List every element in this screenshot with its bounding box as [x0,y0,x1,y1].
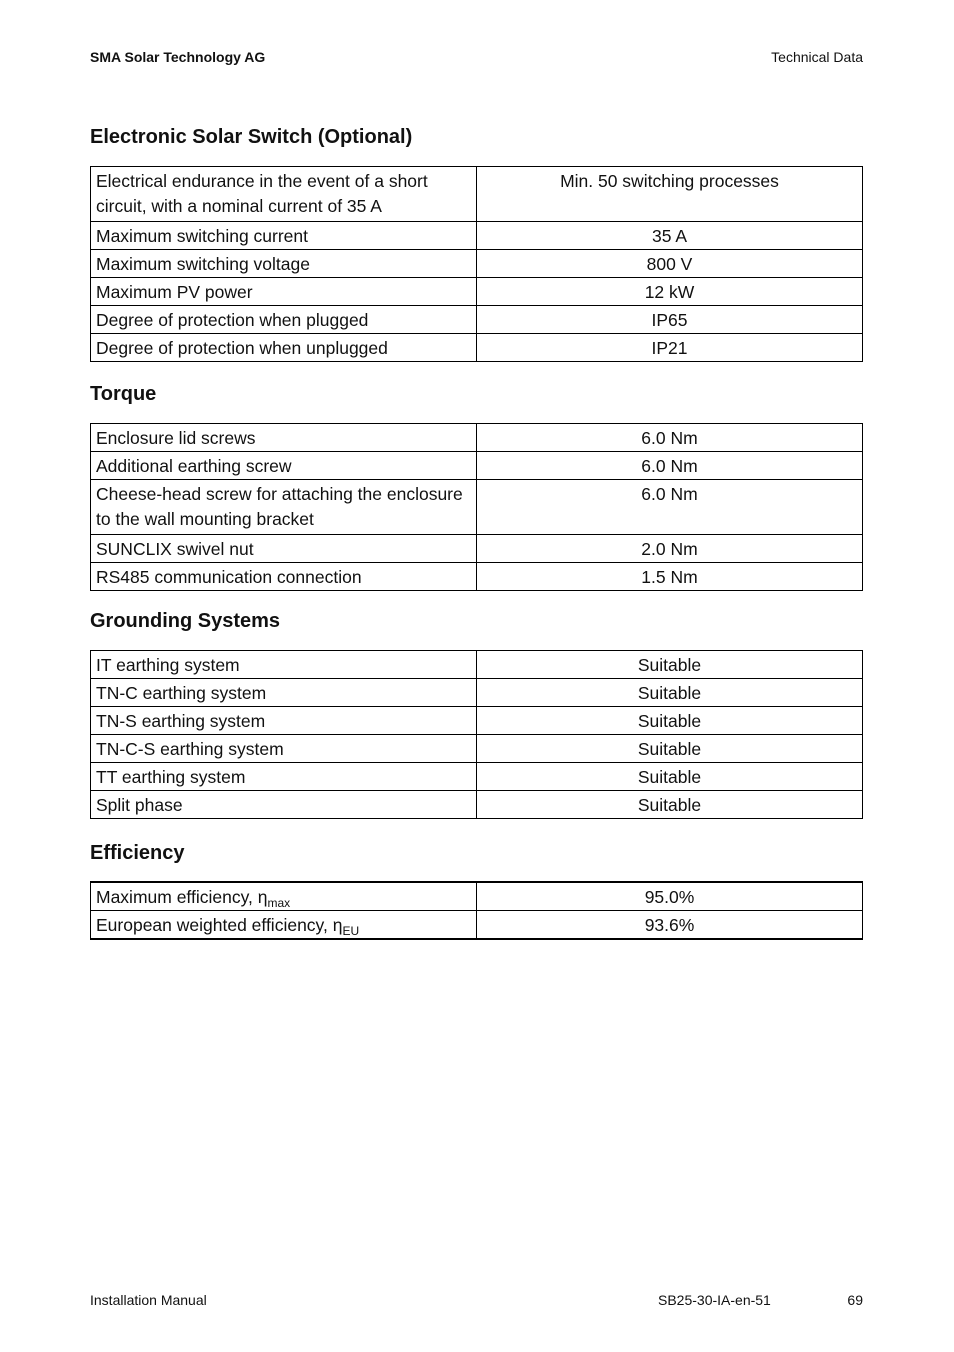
row-label [91,911,477,940]
row-label-subscript: EU [342,924,360,938]
efficiency-table [90,881,863,940]
grounding-title: Grounding Systems [90,610,281,632]
table-row [91,763,863,791]
footer-code: SB25-30-IA-en-51 [658,1292,771,1308]
table-row [91,707,863,735]
row-label: TN-C-S earthing system [91,735,477,763]
row-label-text: European weighted efficiency, η [96,915,343,935]
row-value: 1.5 Nm [477,563,863,591]
ess-table [90,166,863,362]
table-row [91,791,863,819]
row-value: 12 kW [477,278,863,306]
row-value: Suitable [477,679,863,707]
table-row [91,882,863,911]
row-label: TT earthing system [91,763,477,791]
table-row [91,167,863,222]
table-row [91,424,863,452]
row-value: Suitable [477,735,863,763]
row-label: Enclosure lid screws [91,424,477,452]
row-value: Suitable [477,707,863,735]
row-value: 6.0 Nm [477,452,863,480]
grounding-table [90,650,863,819]
table-row [91,679,863,707]
row-value: Suitable [477,791,863,819]
table-row [91,452,863,480]
efficiency-title: Efficiency [90,842,185,864]
table-row [91,278,863,306]
row-label: Maximum PV power [91,278,477,306]
row-label: Cheese-head screw for attaching the enclosure to the wall mounting bracket [91,480,477,535]
row-label: IT earthing system [91,651,477,679]
torque-table [90,423,863,591]
table-row [91,306,863,334]
table-row [91,563,863,591]
row-value: IP65 [477,306,863,334]
table-row [91,735,863,763]
row-label: Electrical endurance in the event of a short circuit, with a nominal current of 35 A [91,167,477,222]
table-row [91,535,863,563]
row-label-text: Maximum efficiency, η [96,887,268,907]
row-value: Suitable [477,651,863,679]
table-row [91,911,863,940]
header-section: Technical Data [771,49,863,65]
row-value: 95.0% [477,882,863,911]
ess-title: Electronic Solar Switch (Optional) [90,126,413,148]
row-value: Suitable [477,763,863,791]
row-label: Degree of protection when unplugged [91,334,477,362]
row-label: TN-C earthing system [91,679,477,707]
row-label-subscript: max [267,896,291,910]
row-label: Maximum switching voltage [91,250,477,278]
row-label: Additional earthing screw [91,452,477,480]
row-value: 2.0 Nm [477,535,863,563]
row-value: 6.0 Nm [477,480,863,535]
row-label: Degree of protection when plugged [91,306,477,334]
row-label: RS485 communication connection [91,563,477,591]
row-value: 800 V [477,250,863,278]
table-row [91,222,863,250]
row-label: TN-S earthing system [91,707,477,735]
row-value: 6.0 Nm [477,424,863,452]
row-label [91,882,477,911]
footer-page-number: 69 [847,1292,863,1308]
table-row [91,480,863,535]
row-label: SUNCLIX swivel nut [91,535,477,563]
header-company: SMA Solar Technology AG [90,49,266,65]
table-row [91,250,863,278]
row-value: IP21 [477,334,863,362]
row-value: 35 A [477,222,863,250]
torque-title: Torque [90,383,157,405]
row-value: 93.6% [477,911,863,940]
table-row [91,651,863,679]
table-row [91,334,863,362]
footer-document: Installation Manual [90,1292,207,1308]
row-label: Maximum switching current [91,222,477,250]
row-label: Split phase [91,791,477,819]
row-value: Min. 50 switching processes [477,167,863,222]
